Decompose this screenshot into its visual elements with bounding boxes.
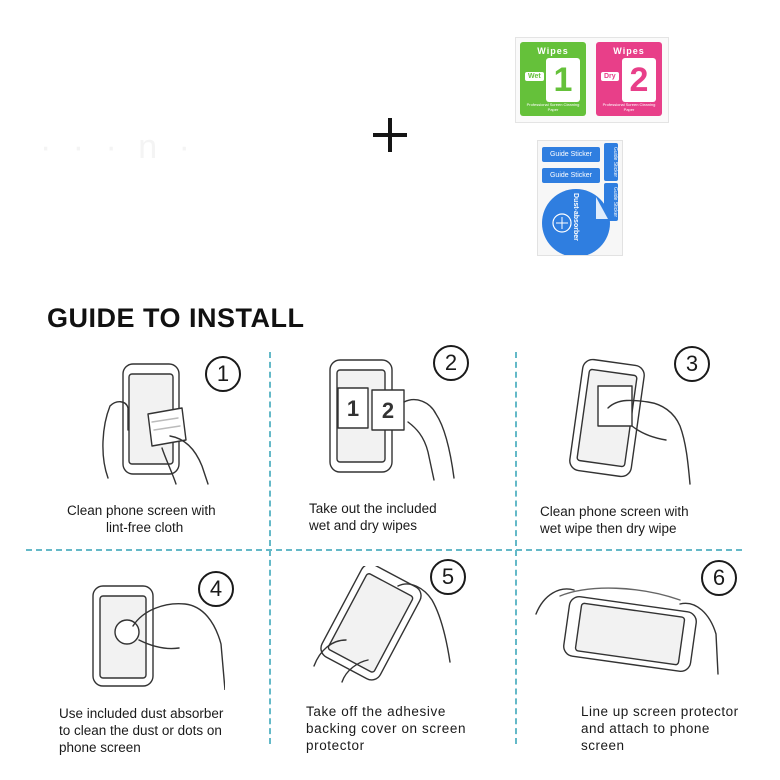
faded-product-text: · · · n · xyxy=(40,128,196,166)
divider-horizontal xyxy=(26,549,742,551)
step-4-caption-line-1: Use included dust absorber xyxy=(59,706,224,721)
step-6-number: 6 xyxy=(701,560,737,596)
svg-text:2: 2 xyxy=(381,398,395,423)
step-4-number: 4 xyxy=(198,571,234,607)
dry-wipe-fine-print: Professional Screen Cleaning Paper xyxy=(602,102,656,112)
step-3-caption-line-1: Clean phone screen with xyxy=(540,504,689,519)
step-1-illustration xyxy=(90,356,220,486)
dust-absorber-label: Dust-absorber xyxy=(572,193,579,241)
guide-sticker-1: Guide Sticker xyxy=(542,147,600,162)
dry-wipe-title: Wipes xyxy=(613,46,645,56)
step-1-number: 1 xyxy=(205,356,241,392)
divider-vertical-1 xyxy=(269,352,271,744)
dry-wipe-tag: Dry xyxy=(601,72,619,81)
step-4-caption xyxy=(59,705,223,756)
guide-sticker-side-1: Guide Sticker xyxy=(604,143,618,181)
step-2-number: 2 xyxy=(433,345,469,381)
step-6-illustration xyxy=(530,574,720,684)
wet-wipe-title: Wipes xyxy=(537,46,569,56)
step-5-number: 5 xyxy=(430,559,466,595)
step-4-caption-line-3: phone screen xyxy=(59,740,141,755)
wet-wipe-tag: Wet xyxy=(525,72,544,81)
step-5-caption-line-1: Take off the adhesive xyxy=(306,704,446,719)
step-3-number: 3 xyxy=(674,346,710,382)
guide-sticker-card xyxy=(537,140,623,256)
dry-wipe xyxy=(596,42,662,116)
wet-wipe xyxy=(520,42,586,116)
step-6-caption xyxy=(581,703,739,754)
guide-title: GUIDE TO INSTALL xyxy=(47,303,305,333)
step-5-caption xyxy=(306,703,466,754)
wet-wipe-fine-print: Professional Screen Cleaning Paper xyxy=(526,102,580,112)
step-2-caption-line-2: wet and dry wipes xyxy=(309,518,418,533)
step-5-caption-line-3: protector xyxy=(306,738,365,753)
step-6-caption-line-3: screen xyxy=(581,738,625,753)
dry-wipe-number: 2 xyxy=(622,58,656,102)
divider-vertical-2 xyxy=(515,352,517,744)
step-1-caption-line-1: Clean phone screen with xyxy=(67,503,216,518)
step-3-caption xyxy=(540,503,689,537)
step-1-caption-line-2: lint-free cloth xyxy=(106,520,184,535)
svg-text:1: 1 xyxy=(346,396,360,421)
step-6-caption-line-1: Line up screen protector xyxy=(581,704,739,719)
step-2-illustration xyxy=(320,352,460,482)
step-4-caption-line-2: to clean the dust or dots on xyxy=(59,723,222,738)
cleaning-wipes-pack xyxy=(515,37,669,123)
guide-sticker-side-2: Guide Sticker xyxy=(604,183,618,221)
step-3-caption-line-2: wet wipe then dry wipe xyxy=(540,521,677,536)
guide-sticker-2: Guide Sticker xyxy=(542,168,600,183)
step-4-illustration xyxy=(85,580,225,690)
step-5-caption-line-2: backing cover on screen xyxy=(306,721,467,736)
step-5-illustration xyxy=(302,566,452,686)
step-2-caption-line-1: Take out the included xyxy=(309,501,437,516)
plus-icon xyxy=(372,116,408,156)
step-6-caption-line-2: and attach to phone xyxy=(581,721,710,736)
step-1-caption xyxy=(67,502,216,536)
wet-wipe-number: 1 xyxy=(546,58,580,102)
step-2-caption xyxy=(309,500,437,534)
step-3-illustration xyxy=(558,356,698,486)
